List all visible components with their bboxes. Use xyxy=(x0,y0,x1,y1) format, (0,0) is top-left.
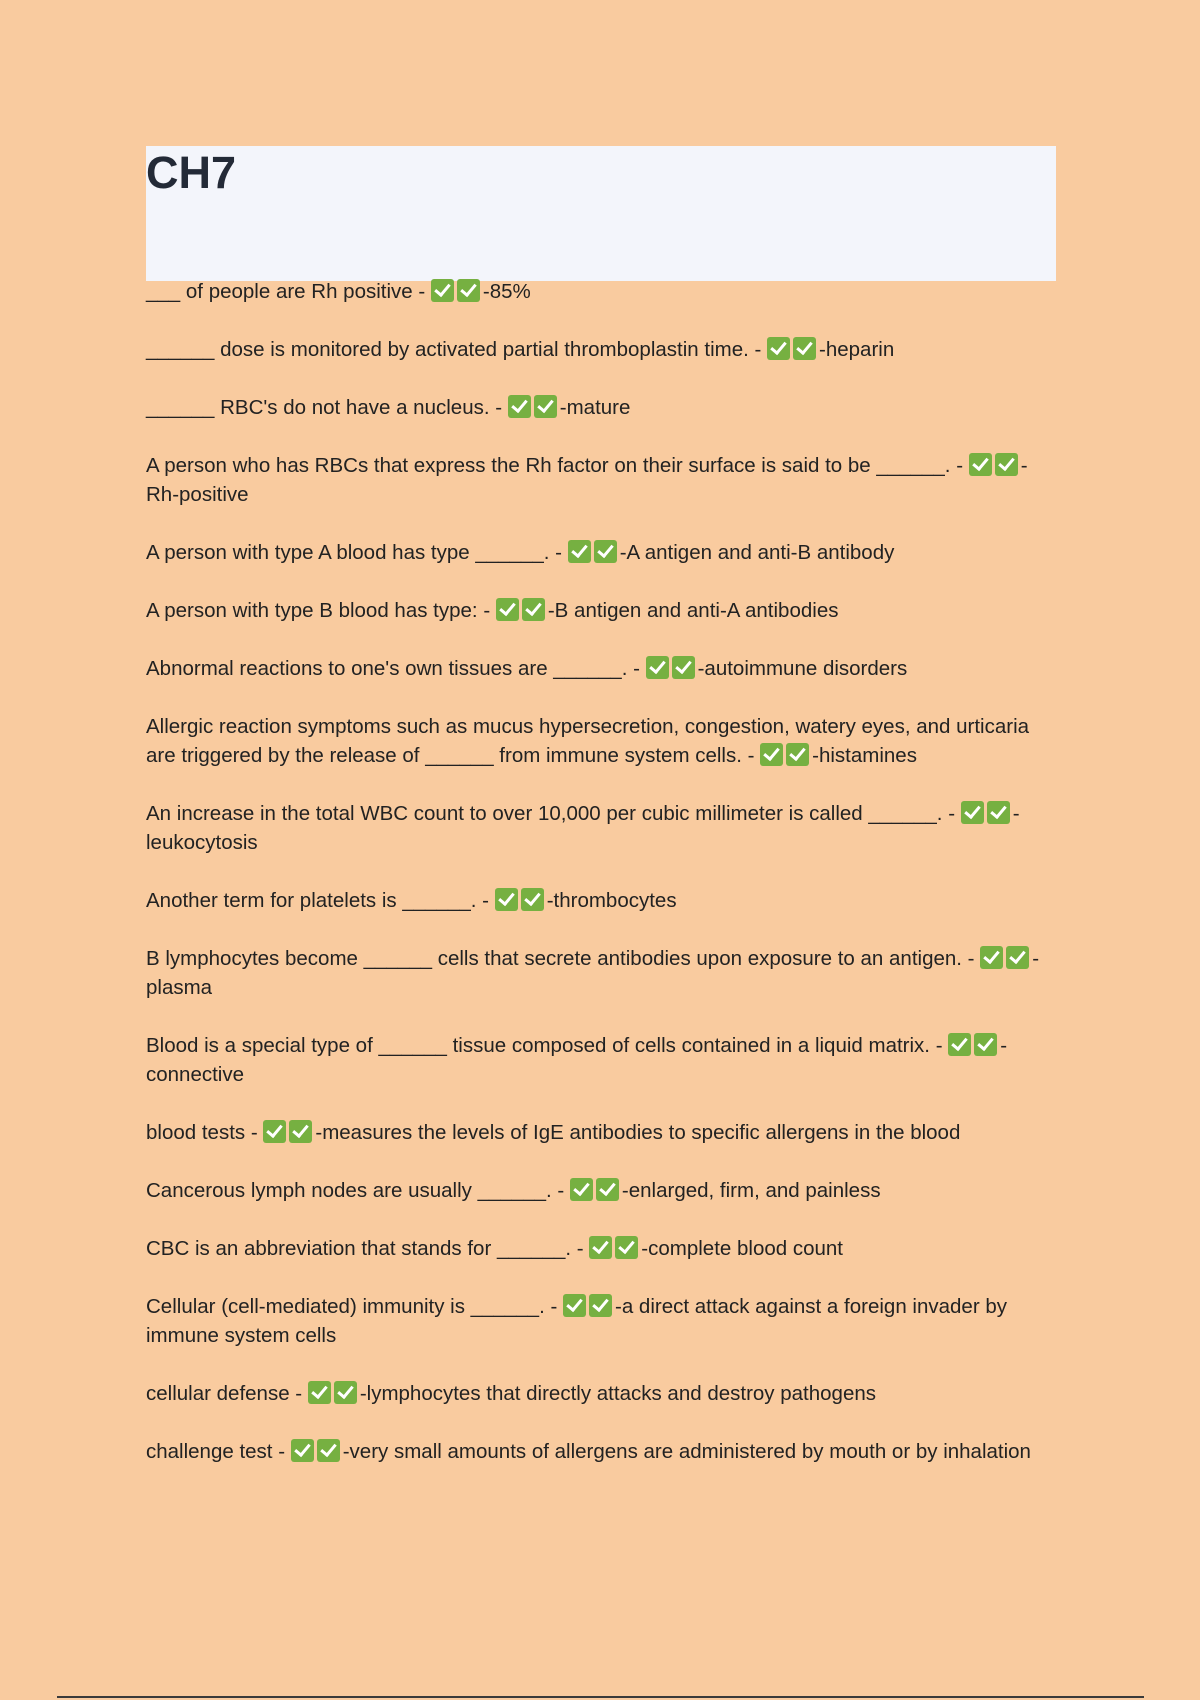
title-box xyxy=(146,146,1056,281)
check-marks xyxy=(570,1176,622,1205)
question-text: blood tests - xyxy=(146,1121,264,1144)
flashcard-item xyxy=(146,277,1058,306)
check-mark-icon xyxy=(534,395,557,418)
check-marks xyxy=(589,1234,641,1263)
check-mark-icon xyxy=(263,1120,286,1143)
flashcard-item xyxy=(146,1379,1058,1408)
check-marks xyxy=(508,393,560,422)
check-marks xyxy=(646,654,698,683)
answer-text: -plasma xyxy=(146,947,1040,999)
check-marks xyxy=(760,741,812,770)
check-mark-icon xyxy=(334,1381,357,1404)
check-mark-icon xyxy=(508,395,531,418)
answer-text: -complete blood count xyxy=(641,1237,844,1260)
flashcard-item xyxy=(146,1031,1058,1089)
check-mark-icon xyxy=(596,1178,619,1201)
answer-text: -enlarged, firm, and painless xyxy=(621,1179,881,1202)
check-mark-icon xyxy=(767,337,790,360)
flashcard-item xyxy=(146,944,1058,1002)
flashcard-item xyxy=(146,712,1058,770)
check-mark-icon xyxy=(987,801,1010,824)
check-mark-icon xyxy=(594,540,617,563)
check-mark-icon xyxy=(317,1439,340,1462)
check-mark-icon xyxy=(291,1439,314,1462)
question-text: Cellular (cell-mediated) immunity is ______. - xyxy=(146,1295,563,1318)
answer-text: -leukocytosis xyxy=(146,802,1020,854)
check-mark-icon xyxy=(496,598,519,621)
check-marks xyxy=(948,1031,1000,1060)
check-mark-icon xyxy=(760,743,783,766)
check-marks xyxy=(767,335,819,364)
check-mark-icon xyxy=(672,656,695,679)
question-text: CBC is an abbreviation that stands for ______. - xyxy=(146,1237,590,1260)
check-mark-icon xyxy=(457,279,480,302)
check-mark-icon xyxy=(969,453,992,476)
check-mark-icon xyxy=(495,888,518,911)
check-mark-icon xyxy=(563,1294,586,1317)
flashcard-item xyxy=(146,393,1058,422)
check-mark-icon xyxy=(646,656,669,679)
question-text: Allergic reaction symptoms such as mucus hypersecretion, congestion, watery eyes, and urticaria are triggered by the release of ______ from immune system cells. - xyxy=(146,715,1030,767)
question-text: challenge test - xyxy=(146,1440,291,1463)
answer-text: -very small amounts of allergens are administered by mouth or by inhalation xyxy=(342,1440,1031,1463)
check-marks xyxy=(980,944,1032,973)
check-mark-icon xyxy=(431,279,454,302)
footer-divider xyxy=(57,1696,1144,1698)
flashcard-item xyxy=(146,1118,1058,1147)
check-marks xyxy=(263,1118,315,1147)
check-mark-icon xyxy=(961,801,984,824)
answer-text: -connective xyxy=(146,1034,1008,1086)
question-text: B lymphocytes become ______ cells that secrete antibodies upon exposure to an antigen. - xyxy=(146,947,981,970)
question-text: A person with type B blood has type: - xyxy=(146,599,496,622)
question-text: Blood is a special type of ______ tissue composed of cells contained in a liquid matrix. - xyxy=(146,1034,949,1057)
question-text: A person who has RBCs that express the Rh factor on their surface is said to be ______. - xyxy=(146,454,969,477)
flashcard-item xyxy=(146,1176,1058,1205)
check-mark-icon xyxy=(786,743,809,766)
check-mark-icon xyxy=(589,1236,612,1259)
flashcard-item xyxy=(146,335,1058,364)
answer-text: -lymphocytes that directly attacks and destroy pathogens xyxy=(359,1382,876,1405)
question-text: ______ RBC's do not have a nucleus. - xyxy=(146,396,508,419)
answer-text: -heparin xyxy=(819,338,895,361)
answer-text: -autoimmune disorders xyxy=(697,657,908,680)
question-text: ______ dose is monitored by activated partial thromboplastin time. - xyxy=(146,338,768,361)
check-mark-icon xyxy=(289,1120,312,1143)
answer-text: -mature xyxy=(559,396,631,419)
flashcard-item xyxy=(146,451,1058,509)
question-text: ___ of people are Rh positive - xyxy=(146,280,431,303)
question-text: cellular defense - xyxy=(146,1382,308,1405)
question-text: A person with type A blood has type ______. - xyxy=(146,541,568,564)
question-text: Another term for platelets is ______. - xyxy=(146,889,495,912)
flashcard-item xyxy=(146,1292,1058,1350)
check-marks xyxy=(969,451,1021,480)
check-mark-icon xyxy=(980,946,1003,969)
check-marks xyxy=(496,596,548,625)
check-marks xyxy=(568,538,620,567)
flashcard-list xyxy=(146,277,1058,1495)
check-mark-icon xyxy=(308,1381,331,1404)
question-text: Cancerous lymph nodes are usually ______. - xyxy=(146,1179,570,1202)
check-mark-icon xyxy=(995,453,1018,476)
check-mark-icon xyxy=(793,337,816,360)
flashcard-item xyxy=(146,1234,1058,1263)
check-mark-icon xyxy=(1006,946,1029,969)
check-mark-icon xyxy=(589,1294,612,1317)
check-marks xyxy=(563,1292,615,1321)
flashcard-item xyxy=(146,886,1058,915)
answer-text: -B antigen and anti-A antibodies xyxy=(547,599,839,622)
flashcard-item xyxy=(146,1437,1058,1466)
check-marks xyxy=(495,886,547,915)
check-mark-icon xyxy=(570,1178,593,1201)
answer-text: -A antigen and anti-B antibody xyxy=(619,541,895,564)
answer-text: -a direct attack against a foreign invader by immune system cells xyxy=(146,1295,1007,1347)
check-mark-icon xyxy=(974,1033,997,1056)
check-marks xyxy=(961,799,1013,828)
check-mark-icon xyxy=(521,888,544,911)
check-mark-icon xyxy=(948,1033,971,1056)
check-marks xyxy=(291,1437,343,1466)
check-marks xyxy=(308,1379,360,1408)
flashcard-item xyxy=(146,654,1058,683)
question-text: An increase in the total WBC count to over 10,000 per cubic millimeter is called ______. - xyxy=(146,802,961,825)
answer-text: -85% xyxy=(482,280,531,303)
flashcard-item xyxy=(146,596,1058,625)
answer-text: -measures the levels of IgE antibodies to specific allergens in the blood xyxy=(315,1121,961,1144)
answer-text: -histamines xyxy=(812,744,917,767)
answer-text: -Rh-positive xyxy=(146,454,1028,506)
flashcard-item xyxy=(146,538,1058,567)
check-mark-icon xyxy=(568,540,591,563)
answer-text: -thrombocytes xyxy=(546,889,677,912)
question-text: Abnormal reactions to one's own tissues are ______. - xyxy=(146,657,646,680)
check-mark-icon xyxy=(615,1236,638,1259)
flashcard-item xyxy=(146,799,1058,857)
check-marks xyxy=(431,277,483,306)
check-mark-icon xyxy=(522,598,545,621)
page-title: CH7 xyxy=(146,147,237,198)
